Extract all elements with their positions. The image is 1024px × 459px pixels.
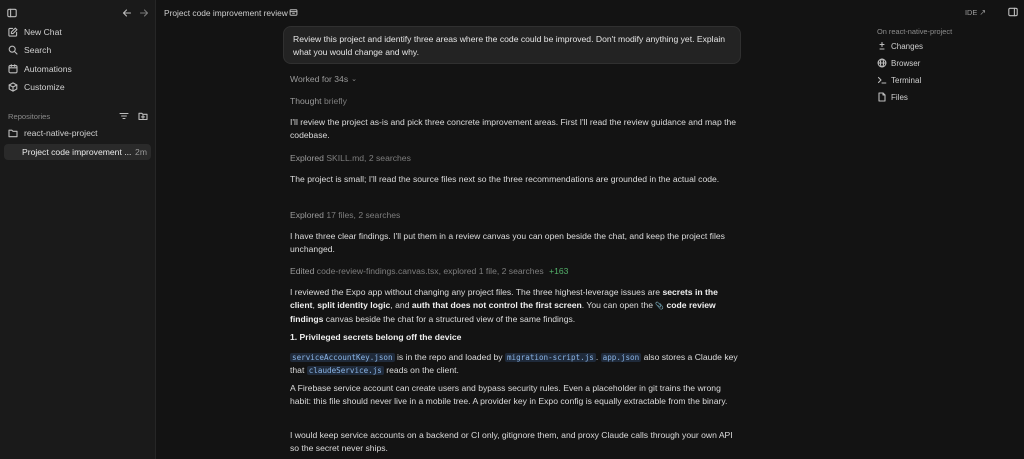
chevron-down-icon: ⌄ — [351, 76, 357, 83]
worked-toggle[interactable] — [290, 73, 738, 86]
page-title: Project code improvement review — [164, 8, 288, 18]
inline-code: migration-script.js — [506, 353, 594, 362]
assistant-paragraph-1: I'll review the project as-is and pick three concrete improvement areas. First I'll read the review guidance and map the codebase. — [290, 117, 737, 141]
terminal-label: Terminal — [891, 75, 922, 85]
browser-button[interactable] — [877, 58, 920, 68]
summary-bold: auth that does not control the first screen — [411, 300, 582, 311]
right-panel-title: On react-native-project — [877, 27, 953, 36]
inline-code: app.json — [602, 353, 640, 362]
explored-label: Explored — [290, 153, 324, 163]
thread-title: Project code improvement ... — [22, 147, 132, 157]
thread-age: 2m — [135, 147, 147, 157]
summary-text: I reviewed the Expo app without changing any project files. The three highest-leverage issues are — [290, 287, 663, 297]
text: reads on the client. — [383, 365, 459, 376]
new-chat-button[interactable] — [4, 24, 151, 40]
changes-button[interactable] — [877, 41, 923, 51]
text: . — [595, 352, 601, 362]
assistant-summary — [290, 286, 738, 327]
canvas-link-text: code review findings — [290, 300, 716, 325]
summary-text: canvas beside the chat for a structured view of the same findings. — [323, 314, 576, 325]
finding-1-paragraph-3: I would keep service accounts on a backend or CI only, gitignore them, and proxy Claude calls through your own API so the secret never ships. — [290, 430, 733, 454]
text: also stores a Claude key that — [290, 352, 738, 376]
changes-label: Changes — [891, 41, 924, 51]
repositories-header — [8, 110, 148, 122]
repo-item[interactable] — [4, 125, 151, 141]
assistant-paragraph-2: The project is small; I'll read the source files next so the three recommendations are grounded in the actual code. — [290, 174, 720, 184]
explored-summary-2[interactable] — [290, 209, 738, 222]
package-icon — [8, 82, 18, 92]
inline-code: claudeService.js — [308, 366, 382, 376]
open-in-ide-button[interactable] — [965, 8, 986, 17]
finding-1-paragraph-2: A Firebase service account can create users and bypass security rules. Even a placeholder in git trains the wrong habit: this file should never live in a mobile tree. A provider key in Expo config is equally extractable from the binary. — [290, 383, 728, 407]
assistant-paragraph-3: I have three clear findings. I'll put them in a review canvas you can open beside the chat, and keep the project files unchanged. — [290, 231, 725, 255]
files-button[interactable] — [877, 92, 908, 102]
finding-heading-1: 1. Privileged secrets belong off the device — [290, 332, 462, 342]
back-arrow-icon[interactable] — [122, 8, 132, 18]
top-header — [156, 0, 1024, 26]
edited-summary[interactable] — [290, 265, 738, 278]
browser-label: Browser — [891, 58, 921, 68]
summary-bold: split identity logic — [317, 300, 391, 311]
explored-label: Explored — [290, 210, 324, 220]
paperclip-icon: 📎 — [655, 303, 665, 311]
edited-label: Edited — [290, 266, 315, 276]
archive-icon[interactable] — [289, 8, 299, 18]
clock-icon — [8, 64, 18, 74]
add-folder-icon[interactable] — [138, 111, 148, 121]
customize-label: Customize — [24, 82, 65, 92]
automations-button[interactable] — [4, 61, 151, 77]
thought-summary[interactable] — [290, 95, 738, 108]
finding-1-paragraph-1 — [290, 351, 738, 377]
file-icon — [877, 92, 887, 102]
terminal-button[interactable] — [877, 75, 921, 85]
thought-label: Thought — [290, 96, 322, 106]
repo-name: react-native-project — [24, 128, 98, 138]
text: is in the repo and loaded by — [394, 352, 505, 362]
summary-text: , — [312, 300, 318, 311]
search-icon — [8, 45, 18, 55]
search-label: Search — [24, 45, 52, 55]
sidebar-toggle-icon[interactable] — [7, 8, 17, 18]
thread-item[interactable] — [4, 144, 151, 160]
filter-icon[interactable] — [119, 111, 129, 121]
search-button[interactable] — [4, 42, 151, 58]
repositories-label: Repositories — [8, 111, 51, 121]
folder-icon — [8, 128, 18, 138]
right-panel — [870, 26, 1020, 102]
sidebar — [0, 0, 156, 459]
globe-icon — [877, 58, 887, 68]
external-link-icon: ↗ — [979, 8, 987, 17]
edited-added-count: +163 — [549, 266, 569, 276]
edited-detail: code-review-findings.canvas.tsx, explored 1 file, 2 searches — [316, 266, 544, 276]
diff-icon — [877, 41, 887, 51]
inline-code: serviceAccountKey.json — [292, 353, 393, 362]
summary-text: , and — [390, 300, 412, 311]
explored-detail: SKILL.md, 2 searches — [326, 153, 411, 163]
compose-icon — [8, 27, 18, 37]
user-message: Review this project and identify three areas where the code could be improved. Don't modify anything yet. Explain what you would change and why. — [283, 26, 741, 64]
files-label: Files — [891, 92, 908, 102]
new-chat-label: New Chat — [24, 27, 62, 37]
summary-bold: secrets in the client — [290, 287, 718, 311]
explored-detail: 17 files, 2 searches — [326, 210, 401, 220]
forward-arrow-icon[interactable] — [139, 8, 149, 18]
sidebar-top-bar — [0, 6, 156, 20]
customize-button[interactable] — [4, 79, 151, 95]
ide-label: IDE — [965, 8, 978, 17]
thought-detail: briefly — [323, 96, 347, 106]
worked-label: Worked for 34s — [290, 74, 349, 84]
terminal-icon — [877, 75, 887, 85]
summary-text: . You can open the — [581, 300, 656, 311]
right-panel-toggle-icon[interactable] — [1008, 7, 1018, 17]
automations-label: Automations — [24, 64, 72, 74]
explored-summary-1[interactable] — [290, 152, 738, 165]
